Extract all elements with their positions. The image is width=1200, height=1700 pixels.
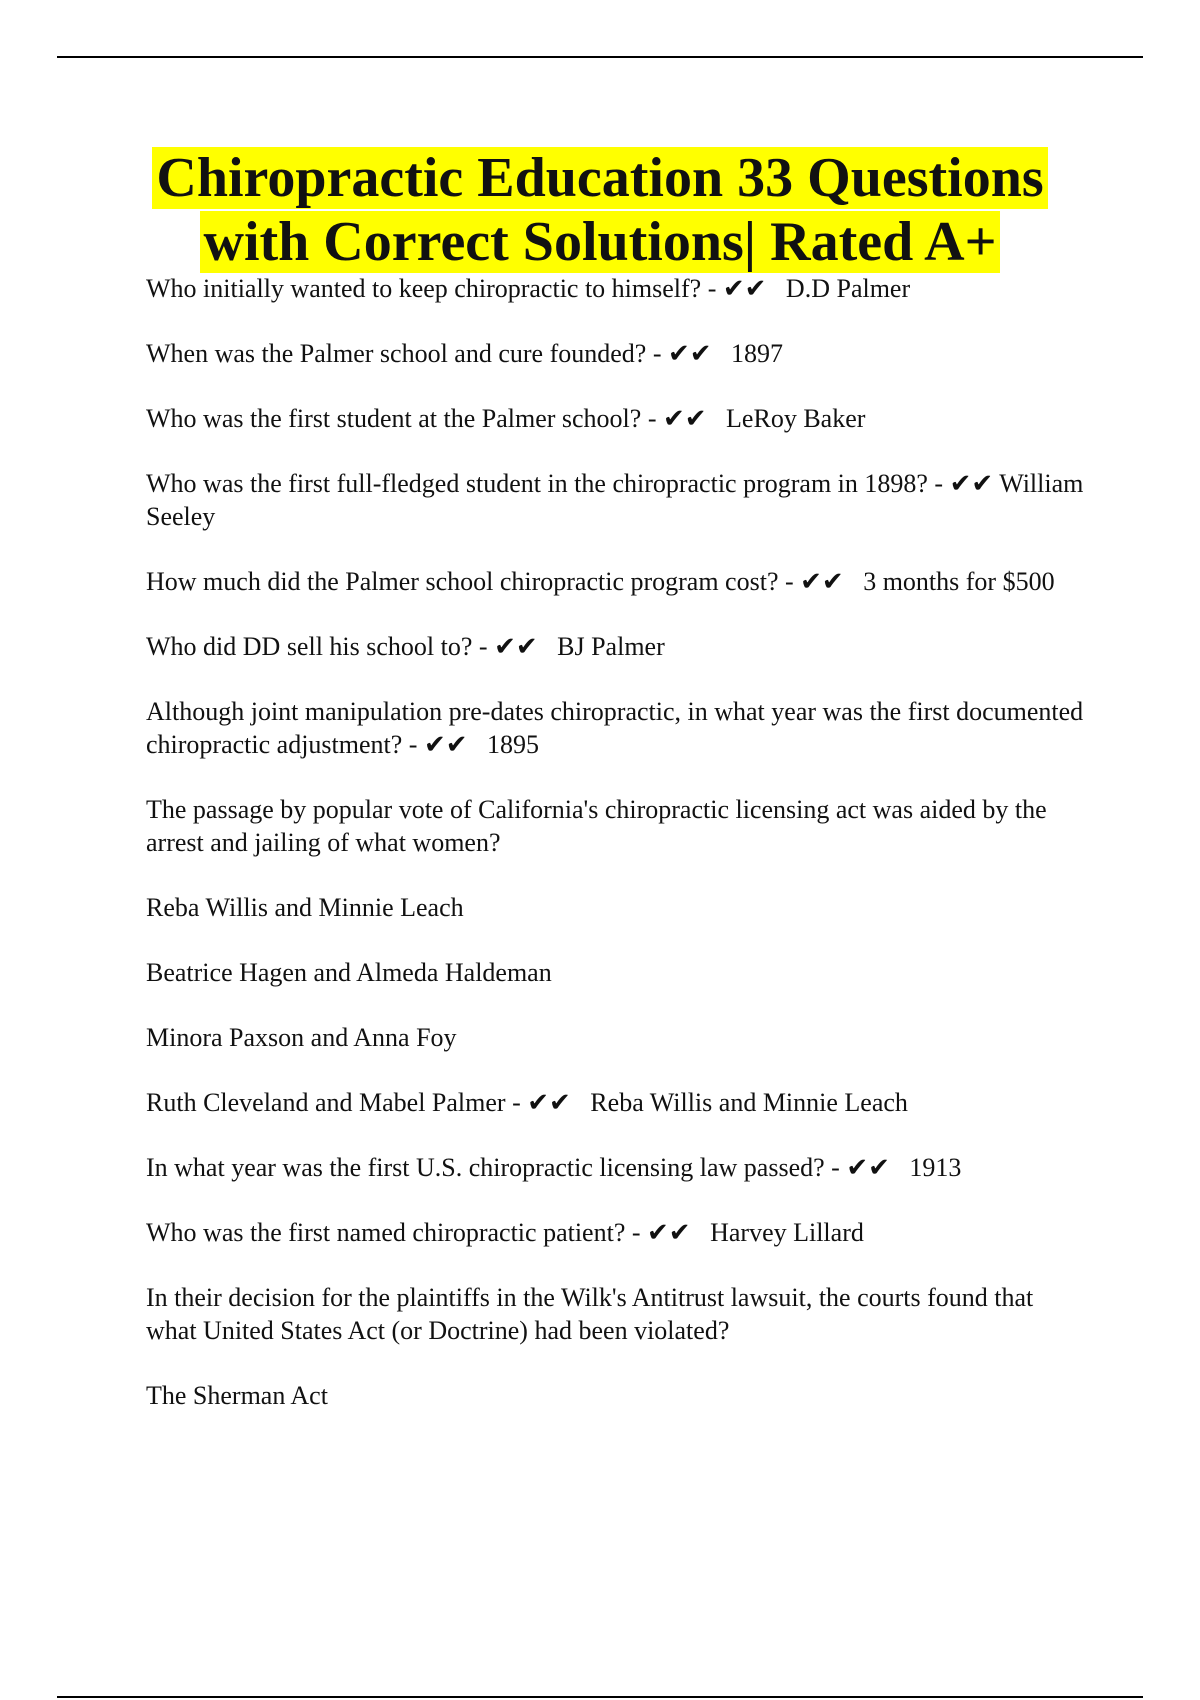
header-rule [57, 56, 1143, 58]
paragraph: Who was the first full-fledged student in the chiropractic program in 1898? - ✔✔ William Seeley [146, 469, 1090, 531]
paragraph: The passage by popular vote of California's chiropractic licensing act was aided by the arrest and jailing of what women? [146, 795, 1054, 857]
paragraph: Who was the first named chiropractic patient? - ✔✔ Harvey Lillard [146, 1218, 864, 1247]
title-highlight: Chiropractic Education 33 Questions with Correct Solutions| Rated A+ [152, 147, 1047, 273]
paragraph: In what year was the first U.S. chiropractic licensing law passed? - ✔✔ 1913 [146, 1153, 962, 1182]
paragraph: Who was the first student at the Palmer school? - ✔✔ LeRoy Baker [146, 404, 866, 433]
paragraph: Beatrice Hagen and Almeda Haldeman [146, 958, 552, 987]
paragraph: Ruth Cleveland and Mabel Palmer - ✔✔ Reba Willis and Minnie Leach [146, 1088, 908, 1117]
paragraph: In their decision for the plaintiffs in the Wilk's Antitrust lawsuit, the courts found that what United States Act (or Doctrine) had been violated? [146, 1283, 1040, 1345]
paragraph: How much did the Palmer school chiropractic program cost? - ✔✔ 3 months for $500 [146, 567, 1055, 596]
paragraph: Reba Willis and Minnie Leach [146, 893, 464, 922]
paragraph: Minora Paxson and Anna Foy [146, 1023, 457, 1052]
paragraph: When was the Palmer school and cure founded? - ✔✔ 1897 [146, 339, 784, 368]
document-title [130, 146, 1070, 274]
paragraph: Although joint manipulation pre-dates chiropractic, in what year was the first documented chiropractic adjustment? - ✔✔ 1895 [146, 697, 1090, 759]
paragraph: Who did DD sell his school to? - ✔✔ BJ Palmer [146, 632, 665, 661]
paragraph: The Sherman Act [146, 1381, 328, 1410]
footer-rule [57, 1696, 1143, 1698]
paragraph: Who initially wanted to keep chiropractic to himself? - ✔✔ D.D Palmer [146, 274, 911, 303]
document-body [146, 272, 1090, 1444]
